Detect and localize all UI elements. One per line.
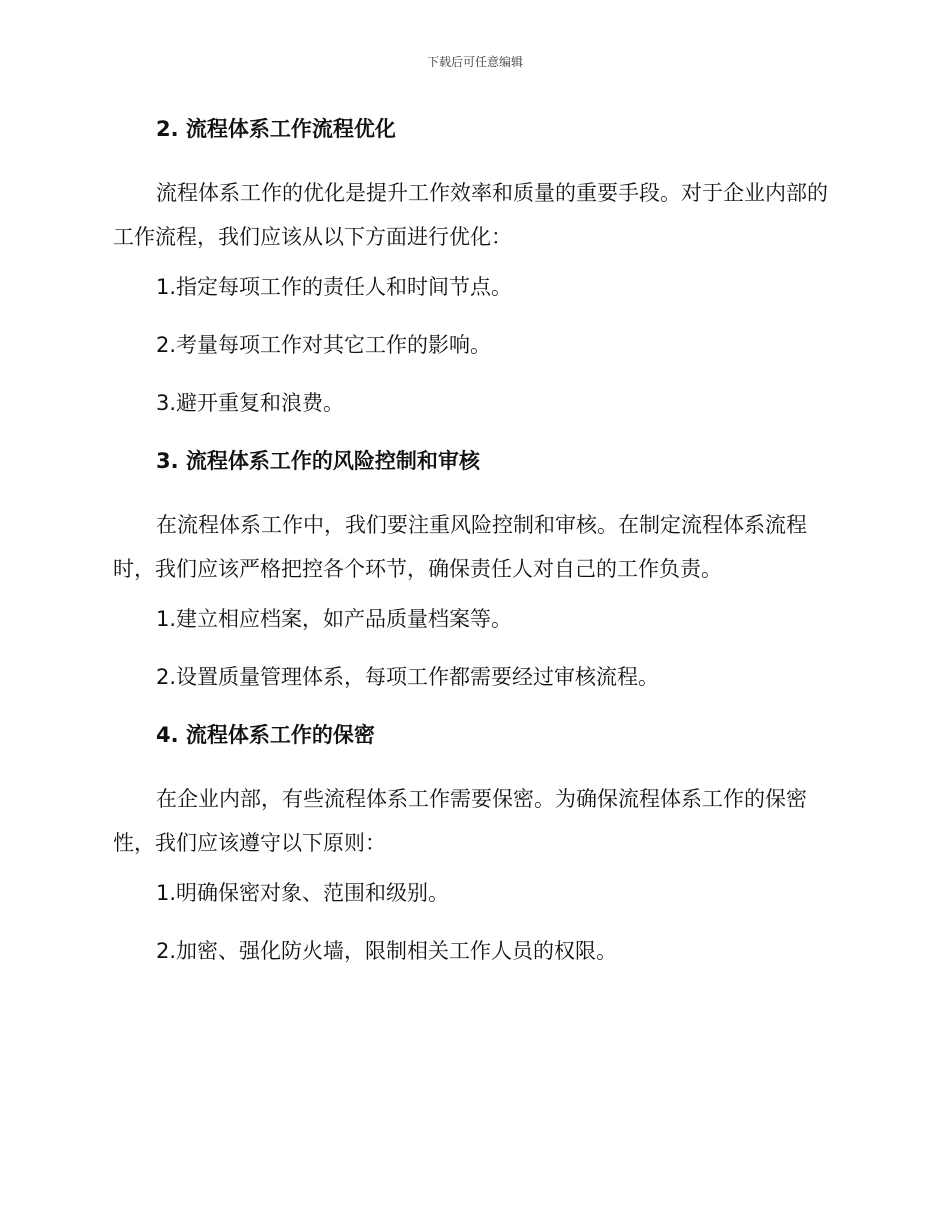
list-item: 2.加密、强化防火墙，限制相关工作人员的权限。 [156,939,618,963]
list-item: 1.指定每项工作的责任人和时间节点。 [156,275,513,299]
document-body [113,114,835,994]
list-item: 2.设置质量管理体系，每项工作都需要经过审核流程。 [156,665,660,689]
section-risk-control [113,446,835,692]
section-paragraph: 流程体系工作的优化是提升工作效率和质量的重要手段。对于企业内部的工作流程，我们应该从以下方面进行优化： [113,181,828,249]
section-paragraph: 在流程体系工作中，我们要注重风险控制和审核。在制定流程体系流程时，我们应该严格把控各个环节，确保责任人对自己的工作负责。 [113,513,807,581]
page-header: 下载后可任意编辑 [426,55,523,69]
section-heading: 3. 流程体系工作的风险控制和审核 [156,449,480,473]
section-heading: 2. 流程体系工作流程优化 [156,117,396,141]
section-paragraph: 在企业内部，有些流程体系工作需要保密。为确保流程体系工作的保密性，我们应该遵守以下原则： [113,787,807,855]
section-workflow-optimization [113,114,835,418]
list-item: 1.建立相应档案，如产品质量档案等。 [156,607,513,631]
list-item: 3.避开重复和浪费。 [156,391,345,415]
list-item: 1.明确保密对象、范围和级别。 [156,881,450,905]
section-confidentiality [113,720,835,966]
list-item: 2.考量每项工作对其它工作的影响。 [156,333,492,357]
section-heading: 4. 流程体系工作的保密 [156,723,375,747]
